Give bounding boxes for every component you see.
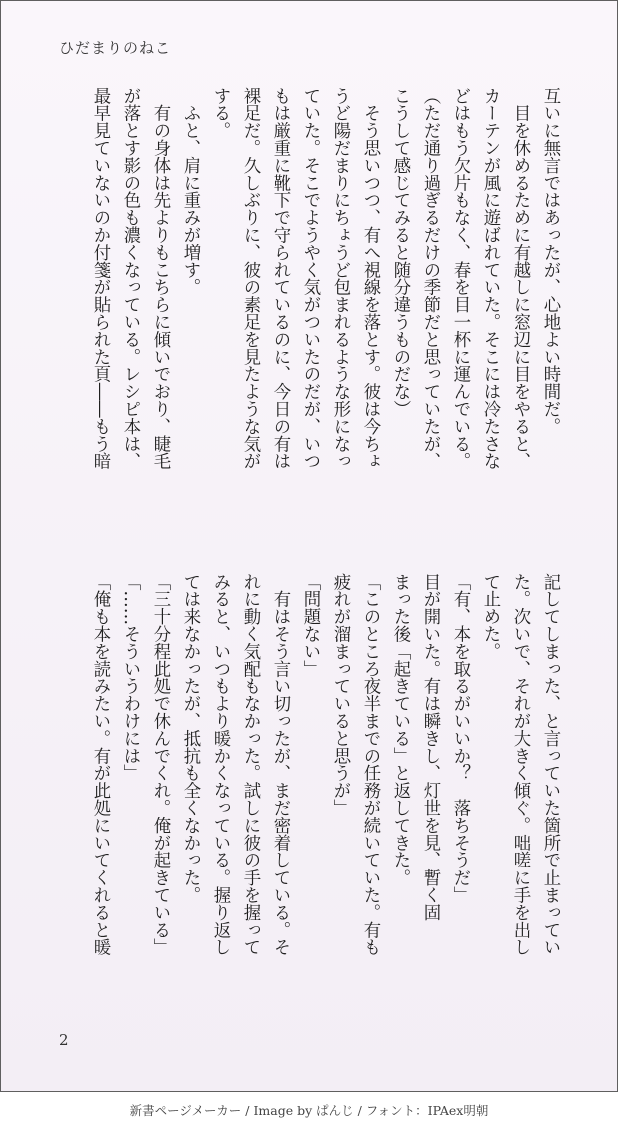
- text-line: 互いに無言ではあったが、心地よい時間だ。: [540, 87, 560, 435]
- text-line: こうして感じてみると随分違うものだな）: [390, 87, 410, 418]
- text-line: ふと、肩に重みが増す。: [180, 87, 200, 296]
- text-line: （ただ通り過ぎるだけの季節だと思っていたが、: [420, 87, 440, 470]
- text-line: 「有、本を取るがいいか？ 落ちそうだ」: [450, 573, 470, 904]
- text-column-bottom: [57, 573, 565, 1005]
- text-line: が落とす影の色も濃くなっている。レシピ本は、: [120, 87, 140, 470]
- text-line: どはもう欠片もなく、春を目一杯に運んでいる。: [450, 87, 470, 470]
- text-line: 疲れが溜まっていると思うが」: [330, 573, 350, 817]
- page-number: 2: [59, 1031, 69, 1049]
- text-line: 「問題ない」: [300, 573, 320, 678]
- text-line: うど陽だまりにちょうど包まれるような形になっ: [330, 87, 350, 470]
- text-line: 「三十分程此処で休んでくれ。俺が起きている」: [150, 573, 170, 956]
- text-line: 裸足だ。久しぶりに、彼の素足を見たような気が: [240, 87, 260, 470]
- text-line: まった後「起きている」と返してきた。: [390, 573, 410, 887]
- text-line: 目が開いた。有は瞬きし、灯世を見、暫く固: [420, 573, 440, 921]
- text-line: カーテンが風に遊ばれていた。そこには冷たさな: [480, 87, 500, 470]
- text-line: た。次いで、それが大きく傾ぐ。咄嗟に手を出し: [510, 573, 530, 956]
- text-line: 目を休めるために有越しに窓辺に目をやると、: [510, 87, 530, 470]
- text-line: みると、いつもより暖かくなっている。握り返し: [210, 573, 230, 956]
- text-line: れに動く気配もなかった。試しに彼の手を握って: [240, 573, 260, 956]
- text-line: そう思いつつ、有へ視線を落とす。彼は今ちょ: [360, 87, 380, 470]
- text-line: 記してしまった、と言っていた箇所で止まってい: [540, 573, 560, 956]
- text-line: もは厳重に靴下で守られているのに、今日の有は: [270, 87, 290, 470]
- text-line: 「……そういうわけには」: [120, 573, 140, 782]
- text-line: 「俺も本を読みたい。有が此処にいてくれると暖: [90, 573, 110, 956]
- running-title: ひだまりのねこ: [59, 39, 172, 57]
- text-line: ては来なかったが、抵抗も全くなかった。: [180, 573, 200, 904]
- text-line: 有の身体は先よりもこちらに傾いでおり、睫毛: [150, 87, 170, 470]
- text-line: 「このところ夜半までの任務が続いていた。有も: [360, 573, 380, 956]
- text-line: て止めた。: [480, 573, 500, 660]
- text-line: 有はそう言い切ったが、まだ密着している。そ: [270, 573, 290, 956]
- text-column-top: [57, 87, 565, 519]
- text-line: 最早見ていないのか付箋が貼られた頁――もう暗: [90, 87, 110, 470]
- text-line: ていた。そこでようやく気がついたのだが、いつ: [300, 87, 320, 470]
- text-line: する。: [210, 87, 230, 140]
- credit-line: 新書ページメーカー / Image by ぱんじ / フォント：IPAex明朝: [129, 1103, 489, 1118]
